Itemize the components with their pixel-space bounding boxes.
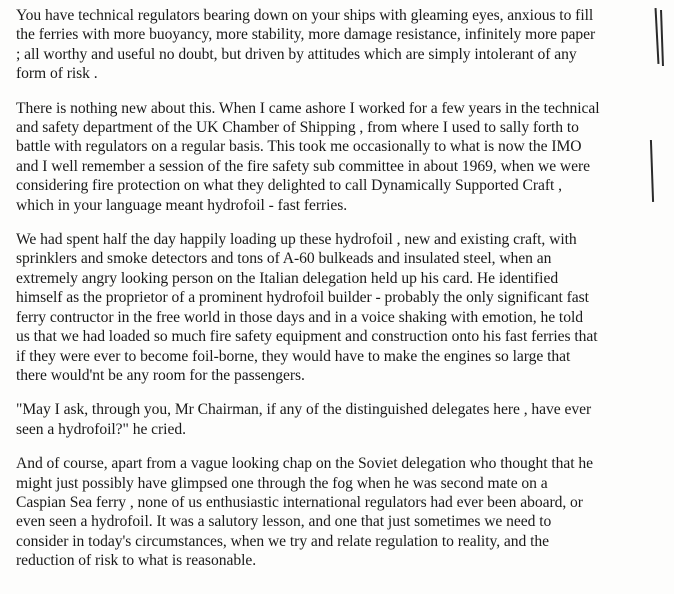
text-line: And of course, apart from a vague looking chap on the Soviet delegation who thought that he xyxy=(16,455,594,473)
paragraph-4 xyxy=(16,400,656,439)
text-line: reduction of risk to what is reasonable. xyxy=(16,552,257,570)
text-line: even seen a hydrofoil. It was a salutory lesson, and one that just sometimes we need to xyxy=(16,513,552,531)
text-line: there would'nt be any room for the passengers. xyxy=(16,366,305,384)
text-line: battle with regulators on a regular basis. This took me occasionally to what is now the IMO xyxy=(16,138,582,156)
text-line: might just possibly have glimpsed one through the fog when he was second mate on a xyxy=(16,474,548,492)
text-line: ferry contructor in the free world in those days and in a voice shaking with emotion, he told xyxy=(16,308,583,326)
text-line: ; all worthy and useful no doubt, but driven by attitudes which are simply intolerant of any xyxy=(16,45,577,63)
paragraph-3 xyxy=(16,230,656,385)
text-line: if they were ever to become foil-borne, they would have to make the engines so large that xyxy=(16,347,571,365)
margin-mark-double-right xyxy=(660,10,663,66)
paragraph-1 xyxy=(16,6,656,84)
text-line: extremely angry looking person on the Italian delegation held up his card. He identified xyxy=(16,269,559,287)
text-line: and safety department of the UK Chamber of Shipping , from where I used to sally forth to xyxy=(16,119,579,137)
text-line: "May I ask, through you, Mr Chairman, if any of the distinguished delegates here , have ever xyxy=(16,401,592,419)
text-line: the ferries with more buoyancy, more stability, more damage resistance, infinitely more paper xyxy=(16,26,596,44)
paragraph-5 xyxy=(16,454,656,570)
text-line: consider in today's circumstances, when we try and relate regulation to reality, and the xyxy=(16,532,550,550)
text-line: considering fire protection on what they delighted to call Dynamically Supported Craft , xyxy=(16,177,562,195)
text-line: You have technical regulators bearing down on your ships with gleaming eyes, anxious to fill xyxy=(16,7,594,24)
paragraph-2 xyxy=(16,99,656,215)
text-line: There is nothing new about this. When I came ashore I worked for a few years in the technical xyxy=(16,99,600,117)
text-line: Caspian Sea ferry , none of us enthusiastic international regulators had ever been aboard, or xyxy=(16,493,583,511)
text-line: sprinklers and smoke detectors and tons of A-60 bulkeads and insulated steel, when an xyxy=(16,250,552,268)
text-line: We had spent half the day happily loading up these hydrofoil , new and existing craft, with xyxy=(16,231,577,249)
text-line: which in your language meant hydrofoil - fast ferries. xyxy=(16,196,348,214)
text-line: and I well remember a session of the fire safety sub committee in about 1969, when we were xyxy=(16,157,591,175)
body-text xyxy=(16,6,656,586)
text-line: himself as the proprietor of a prominent hydrofoil builder - probably the only significant fast xyxy=(16,289,589,307)
text-line: us that we had loaded so much fire safety equipment and construction onto his fast ferries that xyxy=(16,328,598,346)
text-line: form of risk . xyxy=(16,65,98,83)
text-line: seen a hydrofoil?" he cried. xyxy=(16,420,186,438)
